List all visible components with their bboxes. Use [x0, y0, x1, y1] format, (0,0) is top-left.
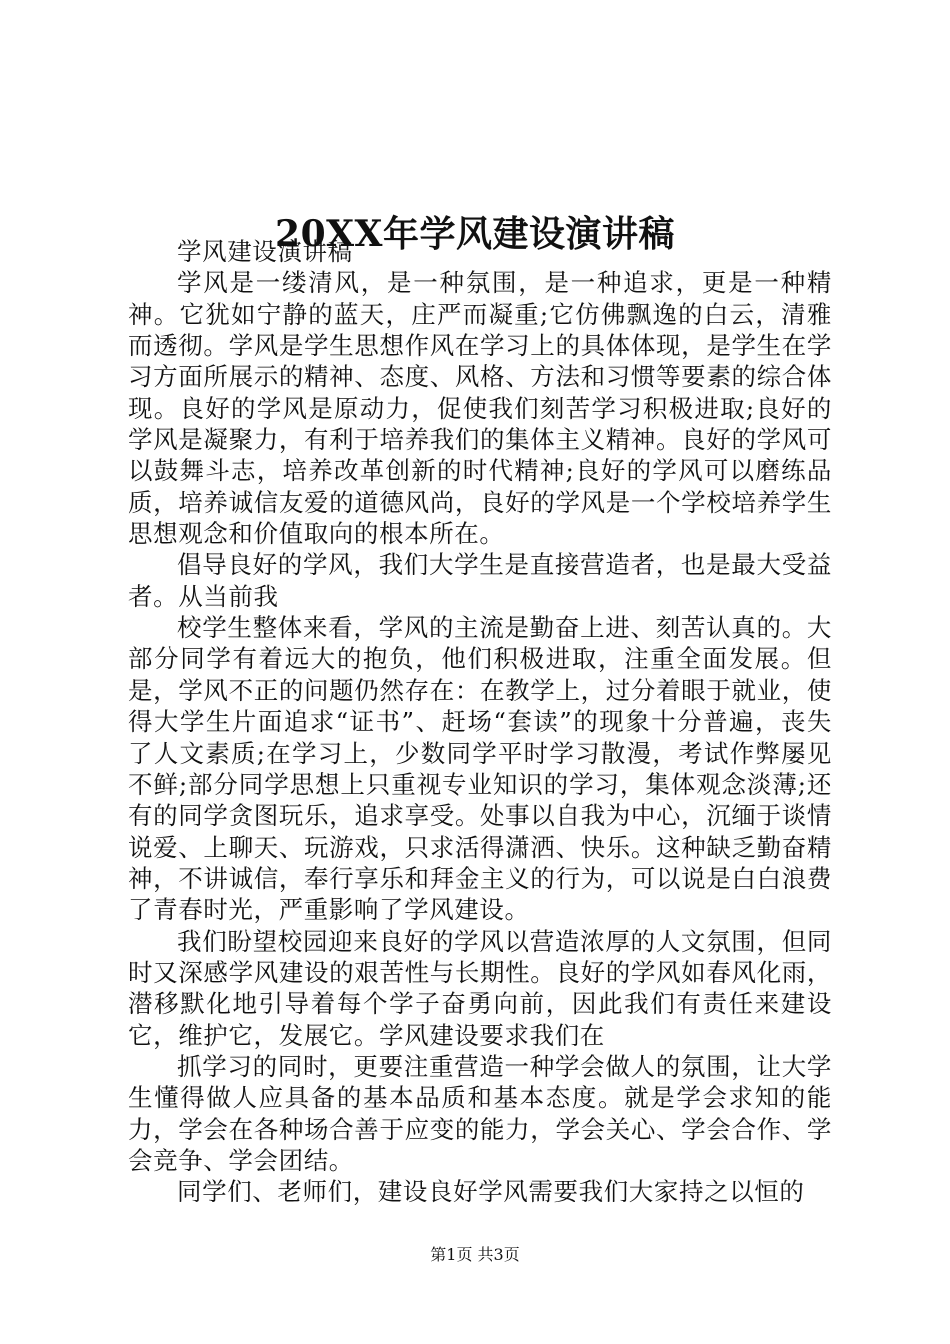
- document-title: 20XX年学风建设演讲稿: [275, 213, 675, 256]
- paragraph-2: 倡导良好的学风，我们大学生是直接营造者，也是最大受益者。从当前我: [128, 550, 832, 611]
- paragraph-4: 我们盼望校园迎来良好的学风以营造浓厚的人文氛围，但同时又深感学风建设的艰苦性与长期性。良好的学风如春风化雨，潜移默化地引导着每个学子奋勇向前，因此我们有责任来建设它，维护它，发展它。学风建设要求我们在: [128, 926, 832, 1050]
- paragraph-3: 校学生整体来看，学风的主流是勤奋上进、刻苦认真的。大部分同学有着远大的抱负，他们积极进取，注重全面发展。但是，学风不正的问题仍然存在：在教学上，过分着眼于就业，使得大学生片面追求“证书”、赶场“套读”的现象十分普遍，丧失了人文素质;在学习上，少数同学平时学习散漫，考试作弊屡见不鲜;部分同学思想上只重视专业知识的学习，集体观念淡薄;还有的同学贪图玩乐，追求享受。处事以自我为中心，沉缅于谈情说爱、上聊天、玩游戏，只求活得潇洒、快乐。这种缺乏勤奋精神，不讲诚信，奉行享乐和拜金主义的行为，可以说是白白浪费了青春时光，严重影响了学风建设。: [128, 613, 832, 925]
- paragraph-5: 抓学习的同时，更要注重营造一种学会做人的氛围，让大学生懂得做人应具备的基本品质和基本态度。就是学会求知的能力，学会在各种场合善于应变的能力，学会关心、学会合作、学会竞争、学会团结。: [128, 1051, 832, 1175]
- document-body: [128, 236, 832, 1208]
- page-footer: 第1页 共3页: [430, 1245, 520, 1264]
- paragraph-1: 学风是一缕清风，是一种氛围，是一种追求，更是一种精神。它犹如宁静的蓝天，庄严而凝重;它仿佛飘逸的白云，清雅而透彻。学风是学生思想作风在学习上的具体体现，是学生在学习方面所展示的精神、态度、风格、方法和习惯等要素的综合体现。良好的学风是原动力，促使我们刻苦学习积极进取;良好的学风是凝聚力，有利于培养我们的集体主义精神。良好的学风可以鼓舞斗志，培养改革创新的时代精神;良好的学风可以磨练品质，培养诚信友爱的道德风尚，良好的学风是一个学校培养学生思想观念和价值取向的根本所在。: [128, 268, 832, 549]
- paragraph-6: 同学们、老师们，建设良好学风需要我们大家持之以恒的: [177, 1177, 805, 1207]
- paragraph-heading: 学风建设演讲稿: [177, 237, 353, 266]
